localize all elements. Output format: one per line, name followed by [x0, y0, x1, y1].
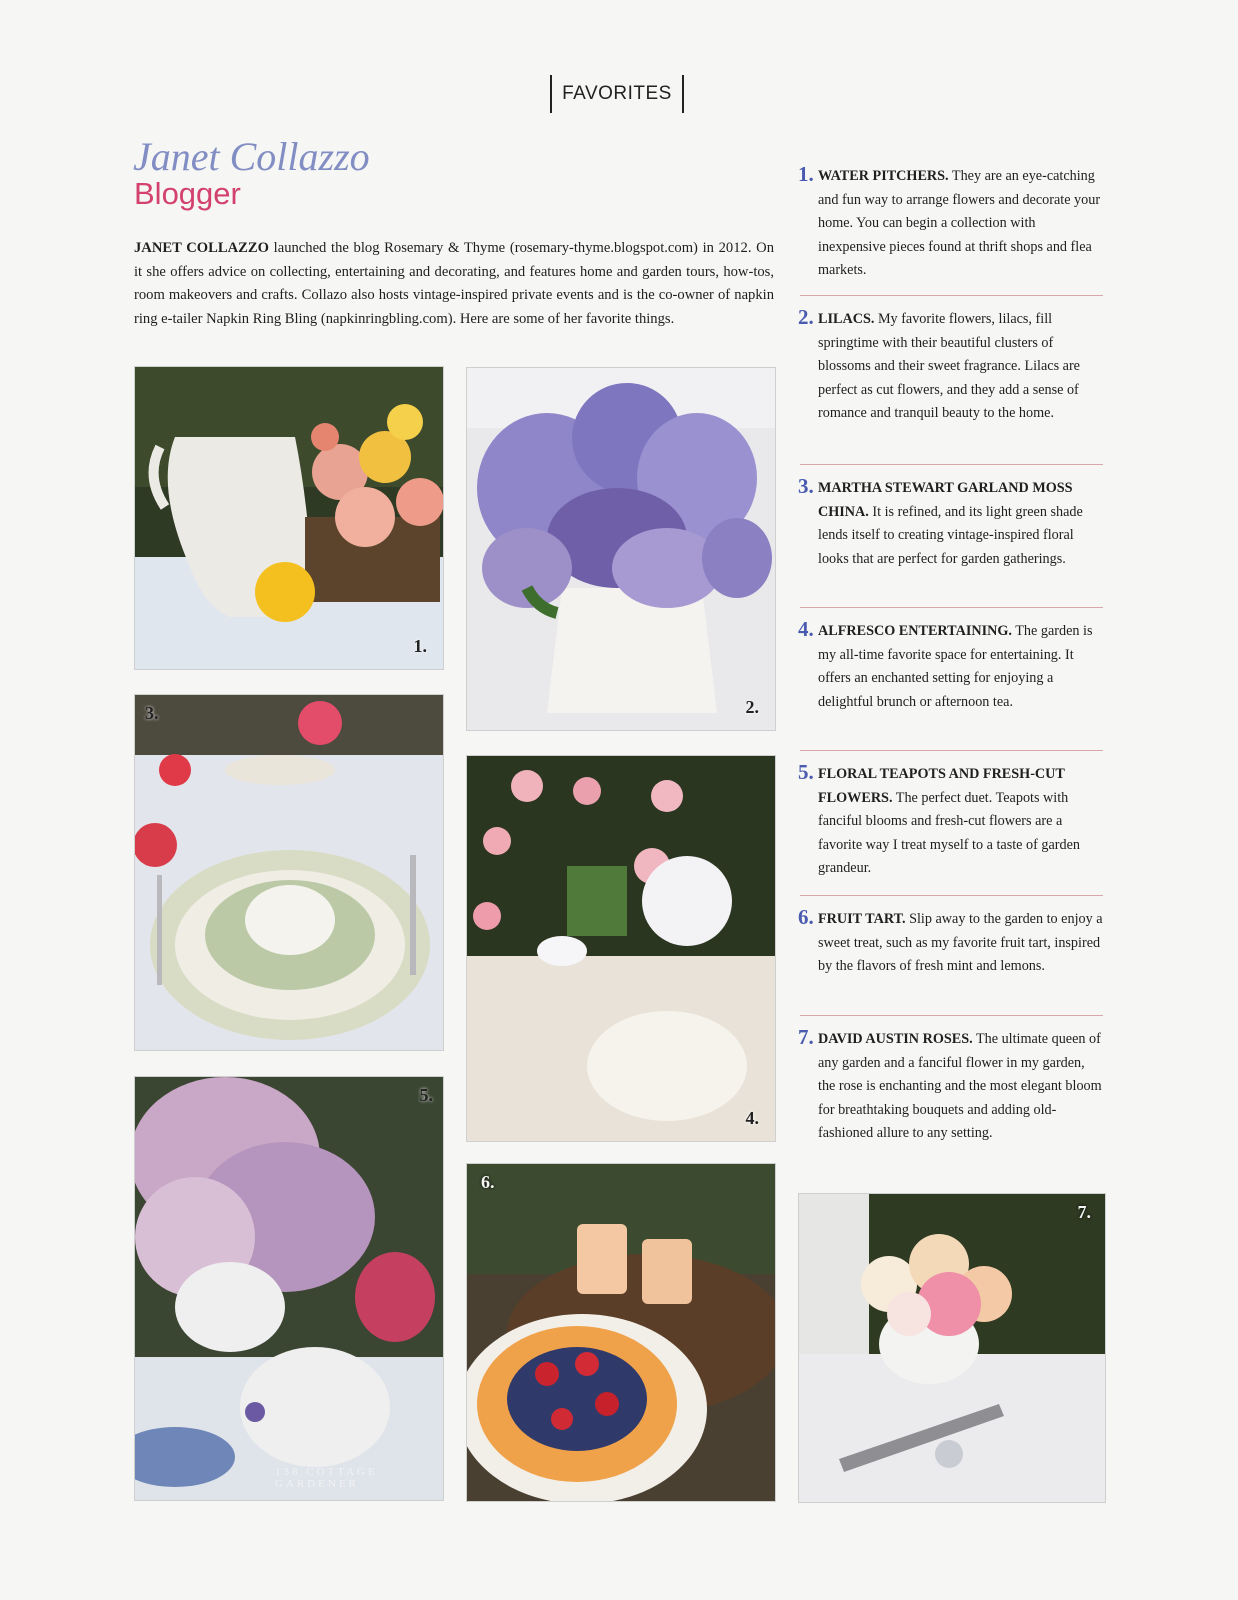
item-number: 2.: [798, 305, 814, 329]
photo-fruit-tart: [466, 1163, 776, 1502]
photo-david-austin-roses: [798, 1193, 1106, 1503]
intro-lead: JANET COLLAZZO: [134, 240, 269, 256]
photo-alfresco: [466, 755, 776, 1142]
favorite-item: [798, 162, 1104, 283]
item-title: DAVID AUSTIN ROSES.: [818, 1031, 973, 1047]
photo-number: 1.: [413, 636, 427, 656]
item-text: The perfect duet. Teapots with fanciful blooms and fresh-cut flowers are a favorite way I treat myself to a taste of garden grandeur.: [818, 789, 1080, 877]
divider: [800, 295, 1103, 296]
divider: [800, 750, 1103, 751]
photo-garland-china: [134, 694, 444, 1051]
photo-floral-teapot: [134, 1076, 444, 1501]
item-title: WATER PITCHERS.: [818, 168, 949, 184]
svg-text:Janet Collazzo: Janet Collazzo: [133, 134, 370, 179]
intro-paragraph: [134, 237, 774, 331]
photo-water-pitcher: [134, 366, 444, 670]
item-title: MARTHA STEWART GARLAND MOSS CHINA.: [818, 480, 1073, 520]
favorite-item: [798, 617, 1104, 714]
item-text: The ultimate queen of any garden and a fanciful flower in my garden, the rose is enchanting and the most elegant bloom for breathtaking bouquets and adding old-fashioned allure to any setting.: [818, 1031, 1102, 1142]
item-title: FLORAL TEAPOTS AND FRESH-CUT FLOWERS.: [818, 766, 1065, 806]
item-number: 7.: [798, 1025, 814, 1049]
section-tag: [550, 75, 684, 113]
item-title: LILACS.: [818, 311, 875, 327]
item-text: They are an eye-catching and fun way to arrange flowers and decorate your home. You can begin a collection with inexpensive pieces found at thrift shops and flea markets.: [818, 168, 1101, 279]
favorite-item: [798, 905, 1104, 979]
page-folio: 138 COTTAGE GARDENER: [275, 1466, 378, 1490]
divider: [800, 464, 1103, 465]
favorite-item: [798, 1025, 1104, 1146]
favorite-item: [798, 305, 1104, 426]
item-text: The garden is my all-time favorite space for entertaining. It offers an enchanted setting for enjoying a delightful brunch or afternoon tea.: [818, 623, 1093, 710]
photo-lilacs: [466, 367, 776, 731]
intro-body: launched the blog Rosemary & Thyme (rosemary-thyme.blogspot.com) in 2012. On it she offers advice on collecting, entertaining and decorating, and features home and garden tours, how-tos, room makeovers and crafts. Collazo also hosts vintage-inspired private events and is the co-owner of napkin ring e-tailer Napkin Ring Bling (napkinringbling.com). Here are some of her favorite things.: [134, 240, 774, 327]
photo-number: 3.: [145, 703, 159, 723]
photo-number: 4.: [745, 1108, 759, 1128]
favorite-item: [798, 474, 1104, 571]
item-number: 1.: [798, 162, 814, 186]
item-title: ALFRESCO ENTERTAINING.: [818, 623, 1012, 639]
photo-number: 7.: [1077, 1202, 1091, 1222]
favorite-item: [798, 760, 1104, 881]
item-text: It is refined, and its light green shade lends itself to creating vintage-inspired floral looks that are perfect for garden gatherings.: [818, 503, 1083, 567]
divider: [800, 1015, 1103, 1016]
role-title: Blogger: [134, 176, 241, 211]
item-number: 5.: [798, 760, 814, 784]
item-number: 3.: [798, 474, 814, 498]
divider: [800, 895, 1103, 896]
section-label: FAVORITES: [562, 83, 672, 104]
divider: [800, 607, 1103, 608]
photo-number: 5.: [419, 1085, 433, 1105]
photo-number: 2.: [745, 697, 759, 717]
item-text: My favorite flowers, lilacs, fill springtime with their beautiful clusters of blossoms and their sweet fragrance. Lilacs are perfect as cut flowers, and they add a sense of romance and tranquil beauty to the home.: [818, 311, 1080, 422]
photo-number: 6.: [481, 1172, 495, 1192]
item-number: 4.: [798, 617, 814, 641]
item-title: FRUIT TART.: [818, 911, 906, 927]
item-number: 6.: [798, 905, 814, 929]
item-text: Slip away to the garden to enjoy a sweet treat, such as my favorite fruit tart, inspired by the flavors of fresh mint and lemons.: [818, 911, 1103, 975]
